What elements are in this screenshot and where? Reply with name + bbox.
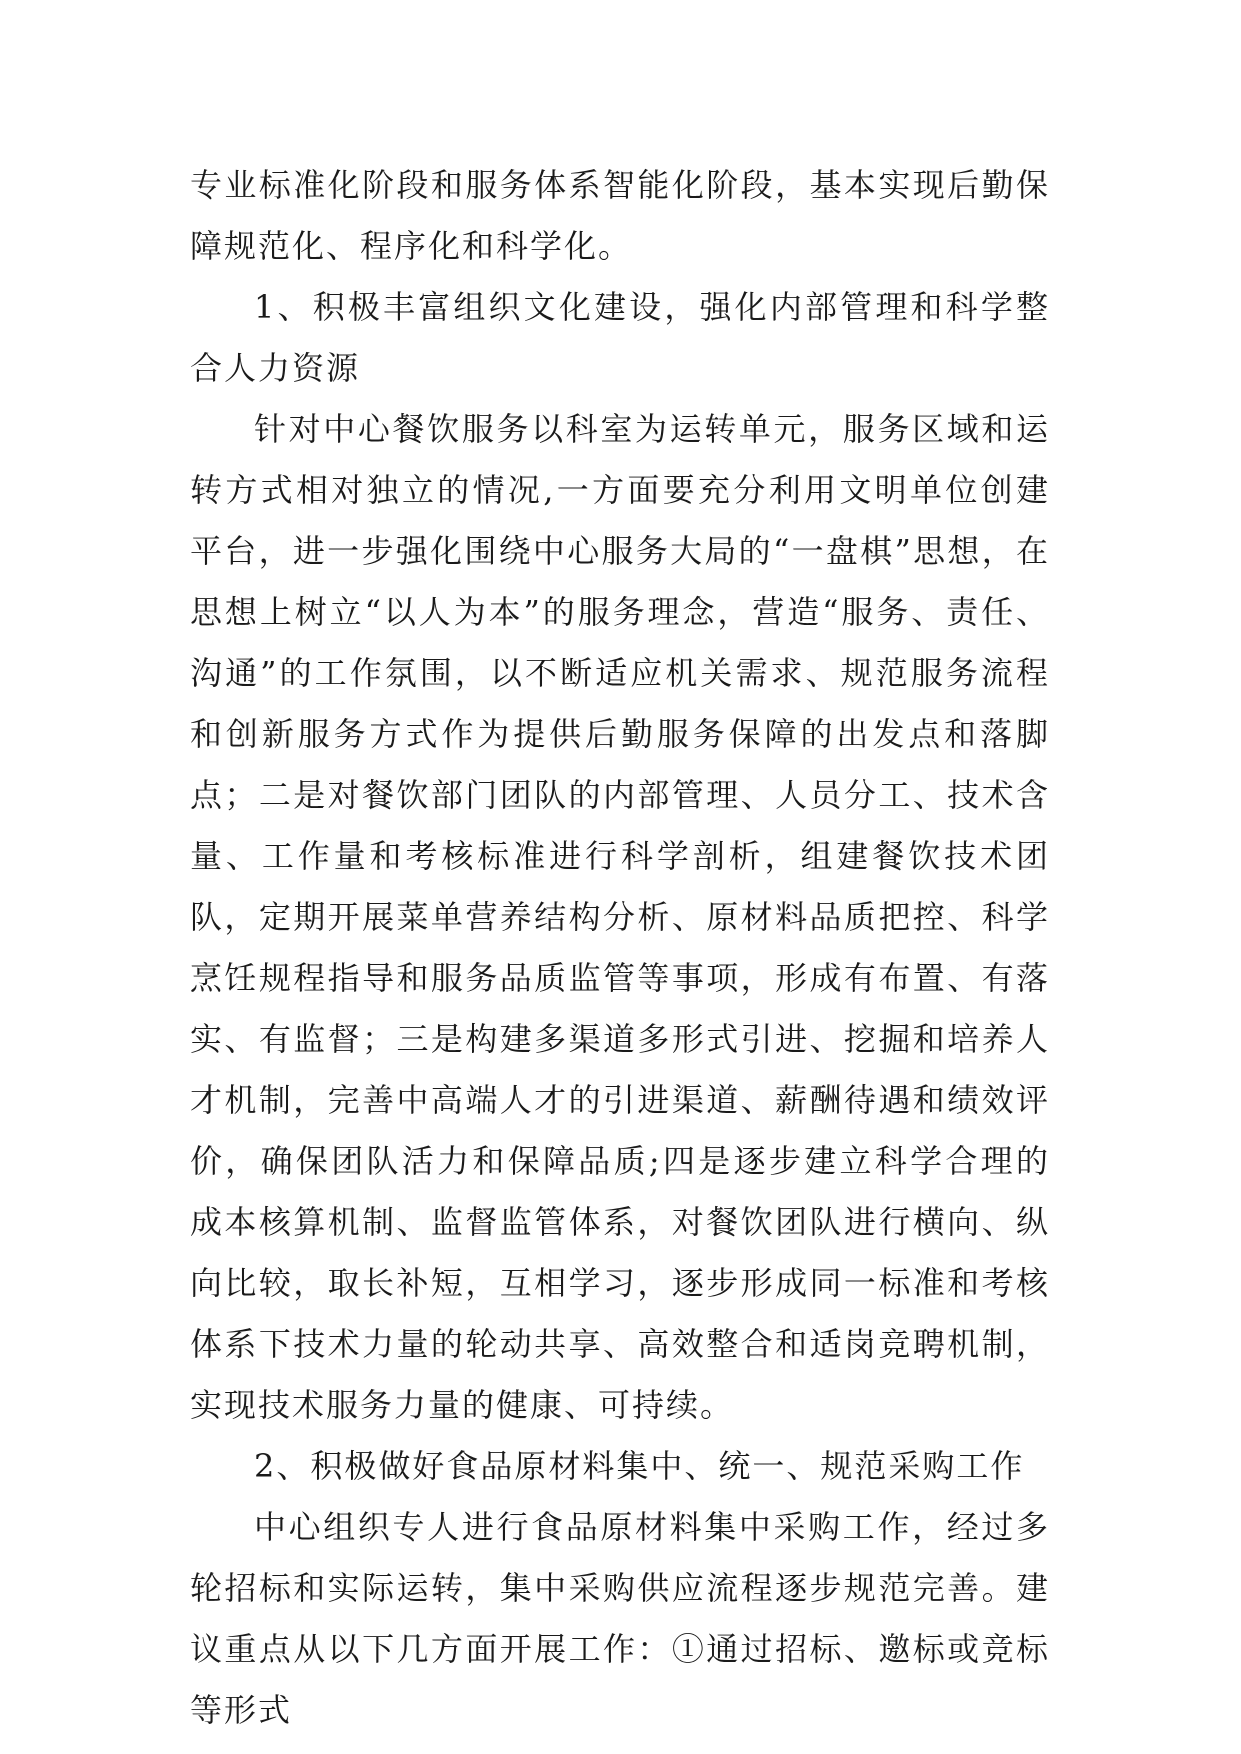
section-heading-1: 1、积极丰富组织文化建设，强化内部管理和科学整合人力资源 [190,288,1050,387]
paragraph-body-1: 针对中心餐饮服务以科室为运转单元，服务区域和运转方式相对独立的情况,一方面要充分利用文明单位创建平台，进一步强化围绕中心服务大局的“一盘棋”思想，在思想上树立“以人为本”的服务理念，营造“服务、责任、沟通”的工作氛围，以不断适应机关需求、规范服务流程和创新服务方式作为提供后勤服务保障的出发点和落脚点；二是对餐饮部门团队的内部管理、人员分工、技术含量、工作量和考核标准进行科学剖析，组建餐饮技术团队，定期开展菜单营养结构分析、原材料品质把控、科学烹饪规程指导和服务品质监管等事项，形成有布置、有落实、有监督；三是构建多渠道多形式引进、挖掘和培养人才机制，完善中高端人才的引进渠道、薪酬待遇和绩效评价，确保团队活力和保障品质;四是逐步建立科学合理的成本核算机制、监督监管体系，对餐饮团队进行横向、纵向比较，取长补短，互相学习，逐步形成同一标准和考核体系下技术力量的轮动共享、高效整合和适岗竞聘机制，实现技术服务力量的健康、可持续。 [190,410,1050,1424]
document-body [190,155,1050,1741]
section-heading-2: 2、积极做好食品原材料集中、统一、规范采购工作 [254,1447,1025,1485]
paragraph-body-2: 中心组织专人进行食品原材料集中采购工作，经过多轮招标和实际运转，集中采购供应流程逐步规范完善。建议重点从以下几方面开展工作：①通过招标、邀标或竞标等形式 [190,1508,1050,1729]
paragraph-continuation: 专业标准化阶段和服务体系智能化阶段，基本实现后勤保障规范化、程序化和科学化。 [190,166,1050,265]
